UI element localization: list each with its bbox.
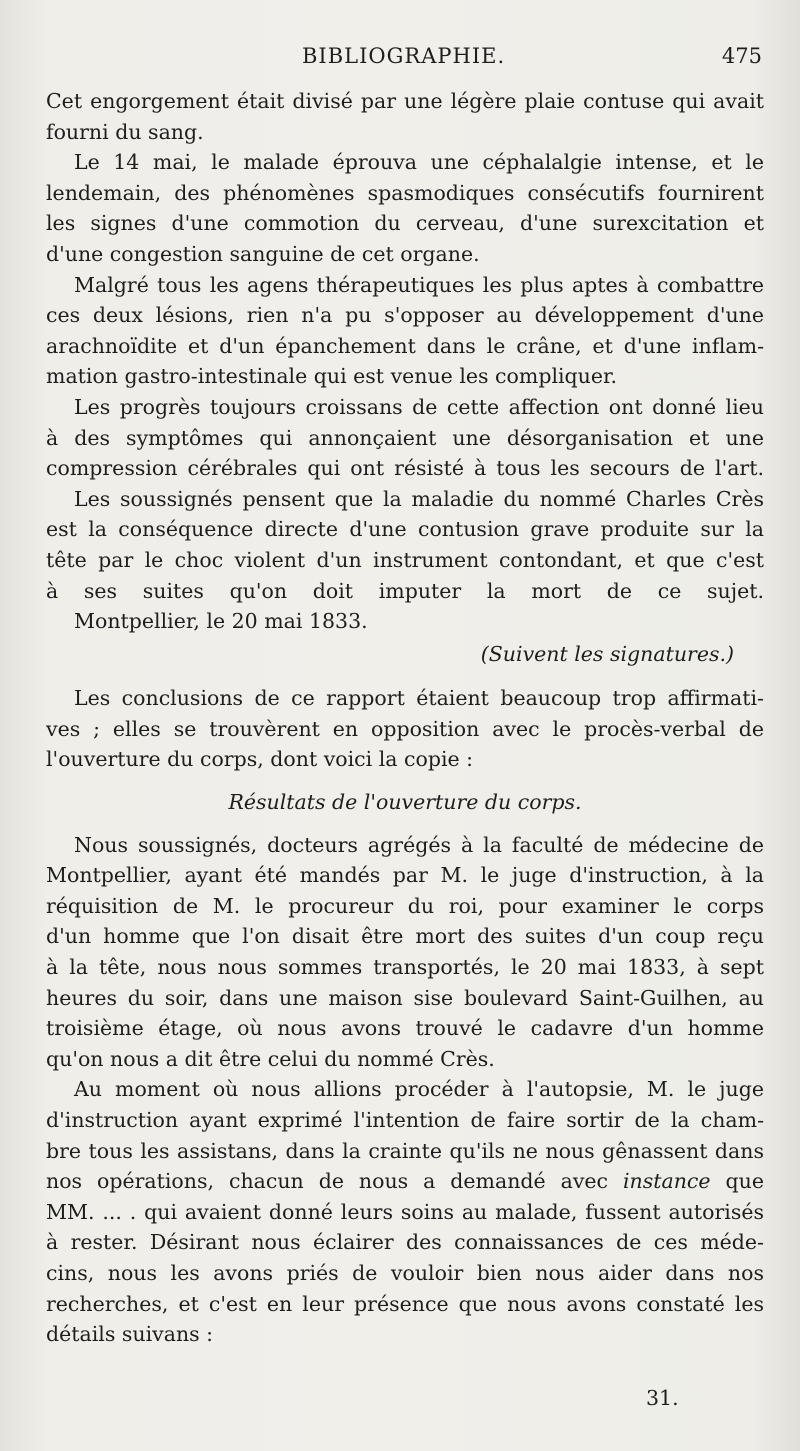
text-line: lendemain, des phénomènes spasmodiques consécutifs fournirent bbox=[46, 180, 764, 205]
paragraph-8 bbox=[46, 1074, 764, 1349]
text-line: Malgré tous les agens thérapeutiques les plus aptes à combattre bbox=[74, 272, 764, 297]
paragraph-2 bbox=[46, 147, 764, 269]
text-line: recherches, et c'est en leur présence que nous avons constaté les bbox=[46, 1291, 764, 1316]
text-line: à rester. Désirant nous éclairer des connaissances de ces méde- bbox=[46, 1230, 764, 1255]
page-body bbox=[46, 86, 764, 1350]
text-line: Les progrès toujours croissans de cette affection ont donné lieu bbox=[74, 394, 764, 419]
text-line: Montpellier, ayant été mandés par M. le juge d'instruction, à la bbox=[46, 863, 764, 888]
text-line bbox=[46, 1166, 764, 1197]
text-line: heures du soir, dans une maison sise boulevard Saint-Guilhen, au bbox=[46, 985, 764, 1010]
text-line: arachnoïdite et d'un épanchement dans le crâne, et d'une inflam- bbox=[46, 333, 764, 358]
text-line: d'instruction ayant exprimé l'intention de faire sortir de la cham- bbox=[46, 1108, 764, 1132]
emphasis-text: instance bbox=[622, 1169, 711, 1194]
paragraph-7 bbox=[46, 830, 764, 1075]
text-line: d'un homme que l'on disait être mort des suites d'un coup reçu bbox=[46, 924, 764, 949]
text-line: d'une congestion sanguine de cet organe. bbox=[46, 241, 480, 266]
text-line: Nous soussignés, docteurs agrégés à la faculté de médecine de bbox=[74, 832, 764, 857]
text-line: l'ouverture du corps, dont voici la copie : bbox=[46, 747, 474, 772]
text-line: mation gastro-intestinale qui est venue les compliquer. bbox=[46, 364, 618, 389]
text-line: les signes d'une commotion du cerveau, d'une surexcitation et bbox=[46, 211, 764, 236]
text-line: Cet engorgement était divisé par une légère plaie contuse qui avait bbox=[46, 89, 764, 113]
text-line: à la tête, nous nous sommes transportés, le 20 mai 1833, à sept bbox=[46, 955, 764, 980]
text-line: troisième étage, où nous avons trouvé le cadavre d'un homme bbox=[46, 1016, 764, 1041]
paragraph-6 bbox=[46, 683, 764, 775]
text-fragment: nos opérations, chacun de nous a demandé avec bbox=[46, 1169, 609, 1194]
page-header bbox=[46, 44, 762, 76]
paragraph-1 bbox=[46, 86, 764, 147]
paragraph-3 bbox=[46, 270, 764, 392]
text-line: ves ; elles se trouvèrent en opposition avec le procès-verbal de bbox=[46, 716, 764, 741]
signature-mark: 31. bbox=[646, 1386, 679, 1410]
running-title: BIBLIOGRAPHIE. bbox=[302, 44, 506, 68]
text-line: ces deux lésions, rien n'a pu s'opposer au développement d'une bbox=[46, 303, 764, 328]
text-line: Les soussignés pensent que la maladie du nommé Charles Crès bbox=[74, 486, 764, 511]
text-line: tête par le choc violent d'un instrument contondant, et que c'est bbox=[46, 547, 764, 572]
text-fragment: que bbox=[725, 1169, 764, 1194]
text-line: cins, nous les avons priés de vouloir bien nous aider dans nos bbox=[46, 1260, 764, 1285]
paragraph-4 bbox=[46, 392, 764, 484]
text-line: Le 14 mai, le malade éprouva une céphalalgie intense, et le bbox=[74, 150, 764, 175]
paragraph-5 bbox=[46, 484, 764, 637]
page-number: 475 bbox=[721, 44, 762, 68]
text-line: détails suivans : bbox=[46, 1322, 214, 1347]
text-line: réquisition de M. le procureur du roi, pour examiner le corps bbox=[46, 893, 764, 918]
text-line: fourni du sang. bbox=[46, 119, 204, 144]
section-title: Résultats de l'ouverture du corps. bbox=[228, 790, 582, 815]
text-line: Les conclusions de ce rapport étaient beaucoup trop affirmati- bbox=[74, 686, 764, 711]
text-line: à des symptômes qui annonçaient une désorganisation et une bbox=[46, 425, 764, 450]
text-line: qu'on nous a dit être celui du nommé Crès. bbox=[46, 1046, 495, 1071]
date-line: Montpellier, le 20 mai 1833. bbox=[74, 609, 368, 634]
text-line: est la conséquence directe d'une contusion grave produite sur la bbox=[46, 517, 764, 542]
text-line: bre tous les assistans, dans la crainte qu'ils ne nous gênassent dans bbox=[46, 1138, 764, 1163]
text-line: à ses suites qu'on doit imputer la mort de ce sujet. bbox=[46, 578, 764, 603]
signatures-note: (Suivent les signatures.) bbox=[480, 641, 734, 666]
text-line: Au moment où nous allions procéder à l'autopsie, M. le juge bbox=[74, 1077, 764, 1102]
text-line: compression cérébrales qui ont résisté à tous les secours de l'art. bbox=[46, 456, 764, 481]
text-line: MM. ... . qui avaient donné leurs soins au malade, fussent autorisés bbox=[46, 1199, 764, 1224]
